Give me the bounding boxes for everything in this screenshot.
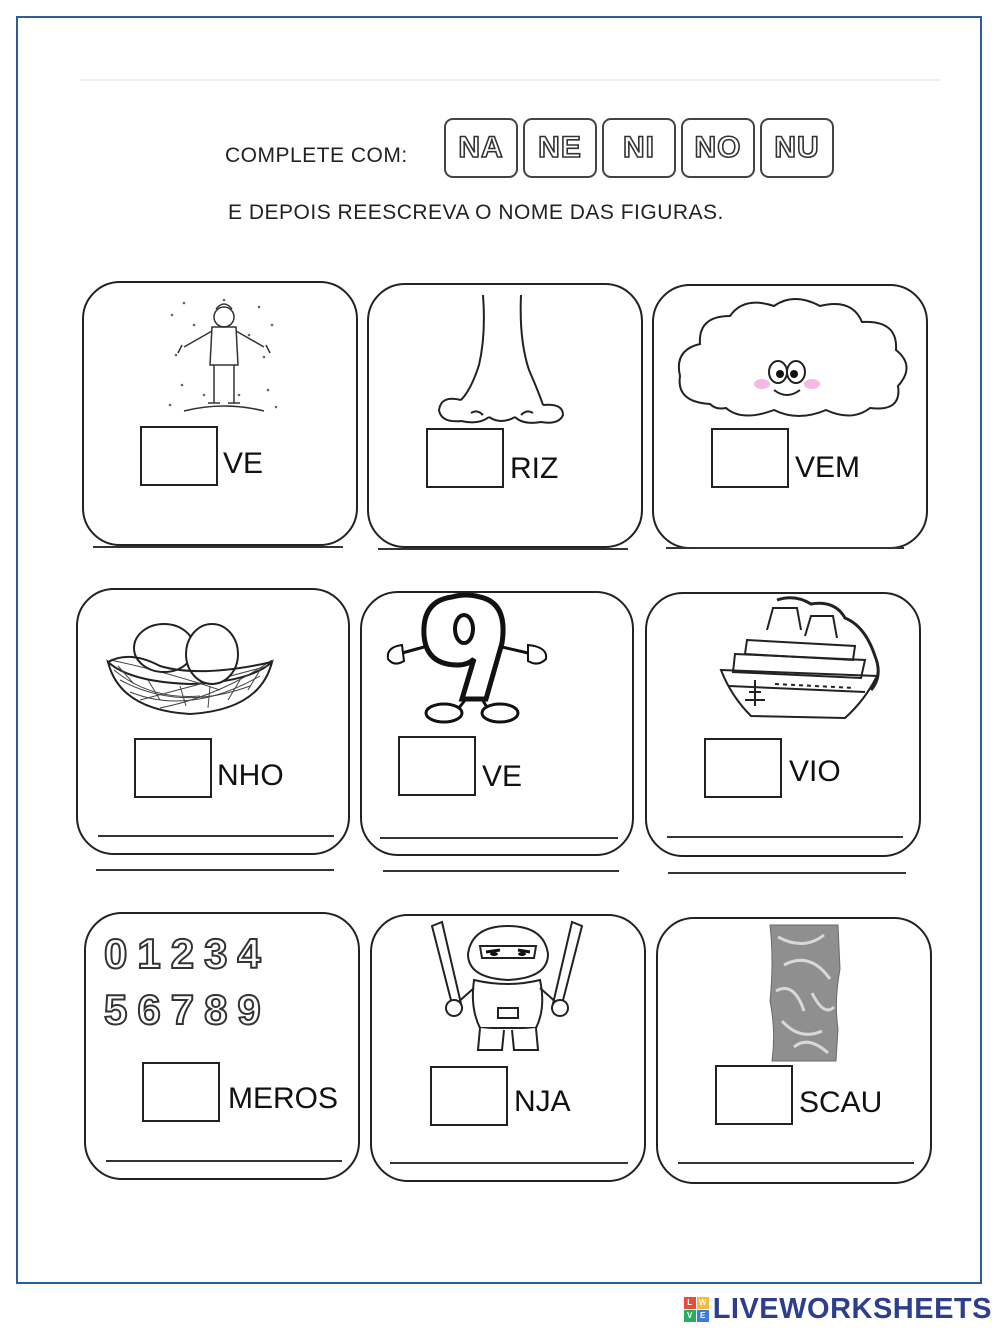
cloud-icon — [670, 294, 914, 424]
syllable-ni: NI — [602, 118, 676, 178]
write-line[interactable] — [378, 548, 628, 550]
answer-box[interactable] — [398, 736, 476, 796]
instruction-complete: COMPLETE COM: — [225, 144, 408, 167]
syllable-no: NO — [681, 118, 755, 178]
syllable-options — [444, 118, 834, 178]
cod-fish-icon — [764, 921, 844, 1063]
syllable-na: NA — [444, 118, 518, 178]
nest-icon — [100, 600, 280, 720]
answer-box[interactable] — [430, 1066, 508, 1126]
snow-person-icon — [164, 295, 284, 420]
ninja-icon — [410, 918, 605, 1068]
syllable-suffix: NHO — [217, 759, 284, 792]
nose-icon — [431, 295, 571, 430]
card-navio — [645, 592, 921, 857]
syllable-suffix: VEM — [795, 451, 861, 484]
card-nove — [360, 591, 634, 856]
answer-box[interactable] — [715, 1065, 793, 1125]
answer-box[interactable] — [142, 1062, 220, 1122]
syllable-suffix: VIO — [789, 755, 841, 788]
card-neve — [82, 281, 358, 546]
inner-line — [678, 1162, 914, 1164]
answer-box[interactable] — [711, 428, 789, 488]
answer-box[interactable] — [704, 738, 782, 798]
card-nuvem — [652, 284, 928, 549]
write-line[interactable] — [93, 546, 343, 548]
syllable-suffix: VE — [223, 447, 264, 480]
answer-box[interactable] — [426, 428, 504, 488]
answer-box[interactable] — [140, 426, 218, 486]
brand-name: LIVEWORKSHEETS — [712, 1293, 992, 1325]
card-ninho — [76, 588, 350, 855]
syllable-suffix: RIZ — [510, 452, 559, 485]
write-line[interactable] — [96, 869, 334, 871]
syllable-suffix: VE — [482, 760, 523, 793]
write-line[interactable] — [666, 547, 904, 549]
logo-letter-w: W — [697, 1297, 709, 1309]
liveworksheets-brand — [684, 1293, 992, 1326]
card-bacalhau — [656, 917, 932, 1184]
syllable-suffix: SCAU — [799, 1086, 883, 1119]
syllable-suffix: NJA — [514, 1085, 571, 1118]
syllable-nu: NU — [760, 118, 834, 178]
card-numeros — [84, 912, 360, 1180]
syllable-ne: NE — [523, 118, 597, 178]
answer-box[interactable] — [134, 738, 212, 798]
numbers-icon — [102, 928, 332, 1038]
write-line[interactable] — [383, 870, 619, 872]
inner-line — [390, 1162, 628, 1164]
digits-row-top: 01234 — [104, 930, 271, 977]
syllable-suffix: MEROS — [228, 1082, 339, 1115]
card-nariz — [367, 283, 643, 548]
digits-row-bottom: 56789 — [104, 986, 271, 1033]
inner-line — [106, 1160, 342, 1162]
top-divider — [80, 79, 940, 81]
inner-line — [98, 835, 334, 837]
write-line[interactable] — [668, 872, 906, 874]
logo-letter-e: E — [697, 1310, 709, 1322]
inner-line — [380, 837, 618, 839]
liveworksheets-logo — [684, 1297, 709, 1322]
logo-letter-l: L — [684, 1297, 696, 1309]
logo-letter-v: V — [684, 1310, 696, 1322]
card-ninja — [370, 914, 646, 1182]
number-nine-icon — [382, 587, 557, 727]
instruction-rewrite: E DEPOIS REESCREVA O NOME DAS FIGURAS. — [228, 201, 724, 224]
ship-icon — [715, 596, 890, 731]
inner-line — [667, 836, 903, 838]
